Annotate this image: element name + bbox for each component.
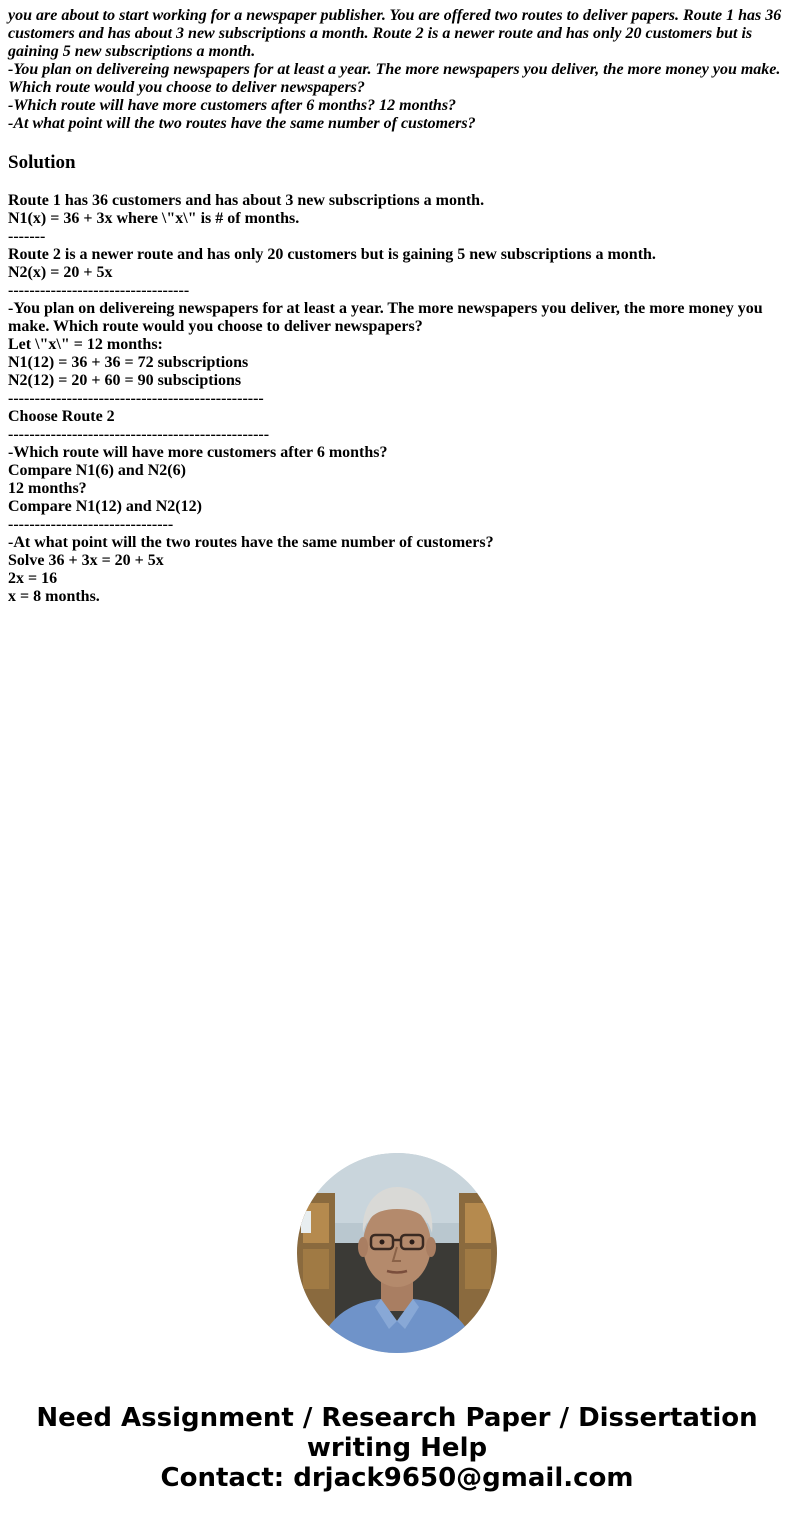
solution-line: -At what point will the two routes have the same number of customers? [8,534,494,551]
portrait-illustration [297,1153,497,1353]
solution-line: Compare N1(12) and N2(12) [8,498,202,515]
question-paragraph: -At what point will the two routes have the same number of customers? [8,115,476,132]
solution-line: Choose Route 2 [8,408,115,425]
solution-line: N1(x) = 36 + 3x where \"x\" is # of months. [8,210,300,227]
solution-line: N2(12) = 20 + 60 = 90 subsciptions [8,372,242,389]
footer-line: Need Assignment / Research Paper / Dissertation [36,1403,758,1433]
solution-line: N2(x) = 20 + 5x [8,264,113,281]
author-photo [297,1153,497,1353]
solution-line: Solve 36 + 3x = 20 + 5x [8,552,164,569]
question-paragraph: -Which route will have more customers after 6 months? 12 months? [8,97,457,114]
solution-body [8,192,788,606]
solution-line: -Which route will have more customers after 6 months? [8,444,388,461]
solution-line: -You plan on delivereing newspapers for at least a year. The more newspapers you deliver, the more money you make. Which route would you choose to deliver newspapers? [8,300,767,335]
solution-line: 12 months? [8,480,87,497]
question-text [8,7,788,133]
solution-line: Route 1 has 36 customers and has about 3 new subscriptions a month. [8,192,485,209]
solution-heading: Solution [8,152,76,173]
solution-line: ------- [8,228,46,245]
solution-line: x = 8 months. [8,588,100,605]
footer-contact-email: Contact: drjack9650@gmail.com [160,1463,634,1493]
solution-line: Let \"x\" = 12 months: [8,336,163,353]
question-paragraph: you are about to start working for a newspaper publisher. You are offered two routes to deliver papers. Route 1 has 36 customers and has about 3 new subscriptions a month. Route 2 is a newer route and has only 20 customers but is gaining 5 new subscriptions a month. [8,7,782,60]
solution-line: ---------------------------------- [8,282,190,299]
contact-footer [0,1403,794,1493]
solution-line: N1(12) = 36 + 36 = 72 subscriptions [8,354,249,371]
solution-line: 2x = 16 [8,570,58,587]
solution-line: Route 2 is a newer route and has only 20 customers but is gaining 5 new subscriptions a month. [8,246,656,263]
footer-line: writing Help [306,1433,488,1463]
question-paragraph: -You plan on delivereing newspapers for at least a year. The more newspapers you deliver, the more money you make. Which route would you choose to deliver newspapers? [8,61,781,96]
solution-line: ------------------------------------------------ [8,390,264,407]
solution-line: Compare N1(6) and N2(6) [8,462,186,479]
solution-line: ------------------------------- [8,516,174,533]
solution-line: ------------------------------------------------- [8,426,270,443]
